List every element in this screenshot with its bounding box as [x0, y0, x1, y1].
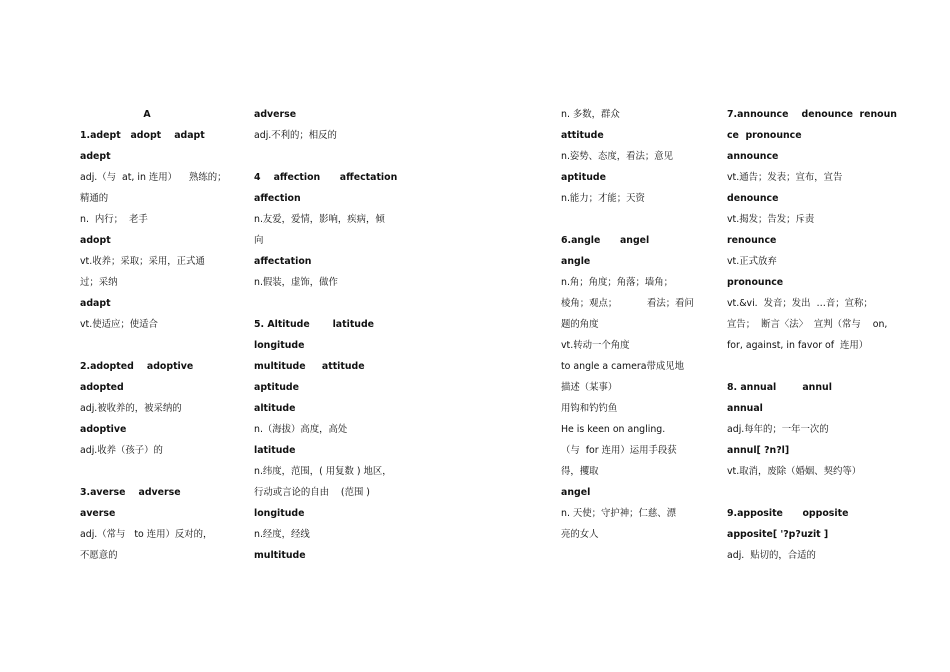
definition-line: adj.被收养的，被采纳的	[80, 403, 182, 414]
definition-line: for, against, in favor of 连用）	[727, 340, 869, 351]
definition-line: vt.转动一个角度	[561, 340, 630, 351]
entry-heading: adopted	[80, 382, 124, 393]
column-4	[727, 104, 897, 566]
entry-heading: 5. Altitude latitude	[254, 319, 375, 330]
entry-heading: multitude	[254, 550, 306, 561]
definition-line: vt.揭发；告发；斥责	[727, 214, 815, 225]
definition-line: adj.（常与 to 连用）反对的，	[80, 529, 213, 540]
definition-line: 棱角；观点； 看法；看问	[561, 298, 694, 309]
definition-line: adj.每年的；一年一次的	[727, 424, 829, 435]
definition-line: 过；采纳	[80, 277, 118, 288]
entry-heading: 8. annual annul	[727, 382, 832, 393]
entry-heading: multitude attitude	[254, 361, 365, 372]
definition-line: 亮的女人	[561, 529, 599, 540]
entry-heading: altitude	[254, 403, 296, 414]
entry-heading: 3.averse adverse	[80, 487, 181, 498]
definition-line: 描述（某事）	[561, 382, 618, 393]
definition-line: vt.&vi. 发音；发出 …音；宣称；	[727, 298, 873, 309]
definition-line: 行动或言论的自由 (范围 )	[254, 487, 370, 498]
entry-heading: angel	[561, 487, 591, 498]
entry-heading: 6.angle angel	[561, 235, 650, 246]
column-3	[561, 104, 711, 545]
entry-heading: 7.announce denounce renoun	[727, 109, 897, 120]
definition-line: （与 for 连用）运用手段获	[561, 445, 677, 456]
definition-line: vt.通告；发表；宣布，宣告	[727, 172, 843, 183]
definition-line: n.假装，虚饰，做作	[254, 277, 338, 288]
definition-line: adj. 贴切的，合适的	[727, 550, 816, 561]
entry-heading: apposite[ '?p?uzit ]	[727, 529, 829, 540]
entry-heading: 4 affection affectation	[254, 172, 398, 183]
definition-line: to angle a camera带成见地	[561, 361, 685, 372]
column-1	[80, 104, 230, 566]
entry-heading: annul[ ?n?l]	[727, 445, 790, 456]
entry-heading: ce pronounce	[727, 130, 802, 141]
entry-heading: denounce	[727, 193, 779, 204]
definition-line: n.角；角度；角落；墙角；	[561, 277, 674, 288]
definition-line: 精通的	[80, 193, 109, 204]
definition-line: 得，攫取	[561, 466, 599, 477]
definition-line: n.友爱，爱情，影响，疾病，倾	[254, 214, 385, 225]
definition-line: adj.收养（孩子）的	[80, 445, 163, 456]
definition-line: vt.取消，废除（婚姻、契约等）	[727, 466, 862, 477]
entry-heading: longitude	[254, 508, 305, 519]
blank-line	[727, 356, 877, 377]
entry-heading: affection	[254, 193, 301, 204]
entry-heading: aptitude	[561, 172, 606, 183]
definition-line: 用钩和钓钓鱼	[561, 403, 618, 414]
entry-heading: longitude	[254, 340, 305, 351]
entry-heading: affectation	[254, 256, 312, 267]
entry-heading: 9.apposite opposite	[727, 508, 849, 519]
blank-line	[80, 461, 230, 482]
entry-heading: latitude	[254, 445, 296, 456]
entry-heading: annual	[727, 403, 763, 414]
entry-heading: adept	[80, 151, 111, 162]
blank-line	[80, 335, 230, 356]
definition-line: n.姿势、态度，看法；意见	[561, 151, 674, 162]
entry-heading: renounce	[727, 235, 777, 246]
blank-line	[254, 293, 404, 314]
entry-heading: announce	[727, 151, 779, 162]
definition-line: n. 多数，群众	[561, 109, 620, 120]
entry-heading: adapt	[80, 298, 111, 309]
entry-heading: adoptive	[80, 424, 127, 435]
entry-heading: aptitude	[254, 382, 299, 393]
blank-line	[561, 209, 711, 230]
entry-heading: attitude	[561, 130, 604, 141]
entry-heading: averse	[80, 508, 116, 519]
definition-line: n.经度，经线	[254, 529, 310, 540]
definition-line: vt.正式放弃	[727, 256, 777, 267]
entry-heading: angle	[561, 256, 591, 267]
definition-line: n. 天使；守护神；仁慈、漂	[561, 508, 677, 519]
blank-line	[727, 482, 877, 503]
definition-line: He is keen on angling.	[561, 424, 666, 435]
definition-line: 不愿意的	[80, 550, 118, 561]
definition-line: 宣告； 断言〈法〉 宣判（常与 on,	[727, 319, 888, 330]
definition-line: adj.（与 at, in 连用） 熟练的；	[80, 172, 227, 183]
definition-line: vt.使适应；使适合	[80, 319, 158, 330]
definition-line: n.能力；才能；天资	[561, 193, 645, 204]
entry-heading: 2.adopted adoptive	[80, 361, 194, 372]
definition-line: n.纬度，范围，( 用复数 ) 地区，	[254, 466, 392, 477]
entry-heading: A	[143, 109, 151, 120]
definition-line: vt.收养；采取；采用，正式通	[80, 256, 205, 267]
entry-heading: 1.adept adopt adapt	[80, 130, 205, 141]
entry-heading: adopt	[80, 235, 111, 246]
blank-line	[254, 146, 404, 167]
entry-heading: pronounce	[727, 277, 784, 288]
definition-line: 题的角度	[561, 319, 599, 330]
entry-heading: adverse	[254, 109, 297, 120]
column-2	[254, 104, 404, 566]
definition-line: n.（海拔）高度，高处	[254, 424, 348, 435]
definition-line: n. 内行； 老手	[80, 214, 148, 225]
definition-line: adj.不利的；相反的	[254, 130, 337, 141]
definition-line: 向	[254, 235, 264, 246]
